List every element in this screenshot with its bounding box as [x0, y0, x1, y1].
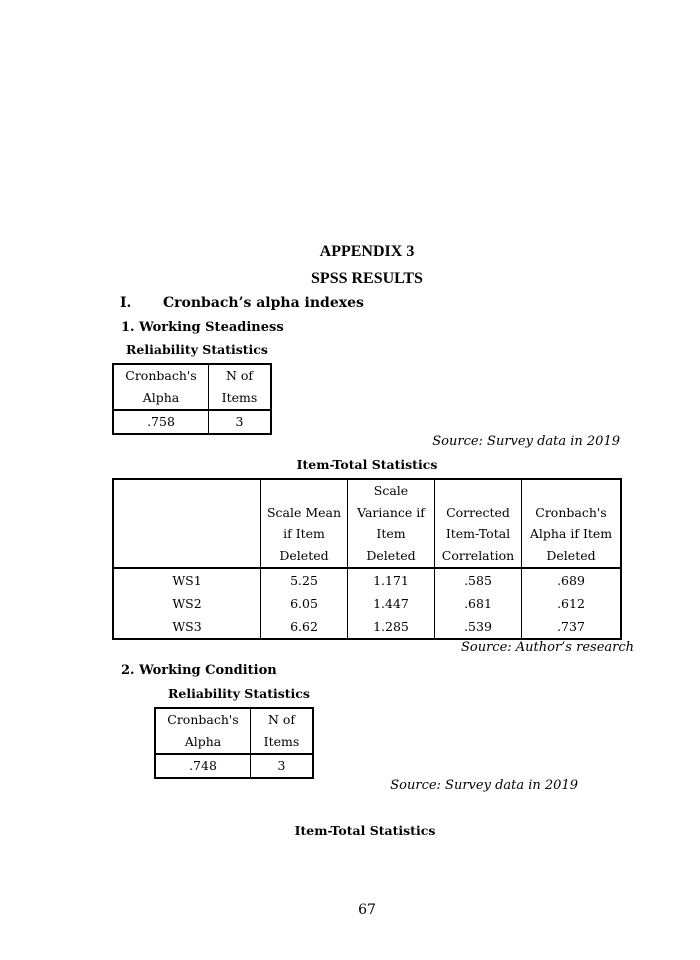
- header-corner: [113, 479, 261, 568]
- header-cell: Corrected: [435, 502, 522, 524]
- header-cell: if Item: [261, 523, 348, 545]
- appendix-subtitle: SPSS RESULTS: [311, 270, 423, 287]
- header-cell: Items: [209, 387, 272, 410]
- scale-variance-cell: 1.285: [348, 615, 435, 639]
- header-cell: Item: [348, 523, 435, 545]
- reliability-caption: Reliability Statistics: [126, 342, 268, 357]
- header-cell: [522, 479, 622, 502]
- header-cell: Item-Total: [435, 523, 522, 545]
- row-label: WS1: [113, 568, 261, 592]
- reliability-caption: Reliability Statistics: [168, 686, 310, 701]
- table-row: [113, 592, 621, 615]
- header-cell: Deleted: [522, 545, 622, 568]
- alpha-if-deleted-cell: .612: [522, 592, 622, 615]
- section-number: I.: [120, 295, 132, 311]
- header-cell: Cronbach's: [522, 502, 622, 524]
- row-label: WS2: [172, 595, 202, 611]
- header-cell: Items: [251, 731, 314, 754]
- scale-variance-cell: 1.447: [348, 592, 435, 615]
- alpha-value: .748: [155, 754, 251, 778]
- n-items-value: 3: [251, 754, 314, 778]
- table-row: [113, 568, 621, 592]
- reliability-table: [112, 363, 272, 435]
- header-cell: Alpha: [142, 390, 180, 405]
- header-cell: N of: [251, 708, 314, 731]
- subsection-heading-working-condition: 2. Working Condition: [121, 663, 277, 678]
- header-cell: Variance if: [348, 502, 435, 524]
- scale-mean-cell: 6.05: [261, 592, 348, 615]
- alpha-if-deleted-cell: .737: [522, 615, 622, 639]
- section-title: Cronbach’s alpha indexes: [163, 295, 364, 311]
- subsection-heading-working-steadiness: 1. Working Steadiness: [121, 320, 284, 335]
- scale-variance-cell: 1.171: [348, 568, 435, 592]
- item-total-caption: Item-Total Statistics: [296, 457, 438, 472]
- header-cell: [435, 479, 522, 502]
- page-number: 67: [358, 902, 376, 918]
- item-total-table: [112, 478, 622, 640]
- alpha-if-deleted-cell: .689: [522, 568, 622, 592]
- header-cell: N of: [209, 364, 272, 387]
- header-cell: Cronbach's: [167, 712, 239, 727]
- table-row: [113, 615, 621, 639]
- header-cell: [261, 479, 348, 502]
- reliability-table: [154, 707, 314, 779]
- source-note: Source: Survey data in 2019: [390, 778, 578, 793]
- corrected-correlation-cell: .539: [435, 615, 522, 639]
- header-cell: Alpha if Item: [522, 523, 622, 545]
- header-cell: Alpha: [184, 734, 222, 749]
- item-total-caption: Item-Total Statistics: [294, 823, 436, 838]
- header-cell: Scale: [348, 479, 435, 502]
- scale-mean-cell: 5.25: [261, 568, 348, 592]
- scale-mean-cell: 6.62: [261, 615, 348, 639]
- row-label: WS3: [172, 618, 202, 634]
- header-cell: Scale Mean: [261, 502, 348, 524]
- header-cell: Cronbach's: [125, 368, 197, 383]
- appendix-title: APPENDIX 3: [319, 243, 415, 260]
- n-items-value: 3: [209, 410, 272, 434]
- source-note: Source: Author’s research: [460, 640, 634, 655]
- header-cell: Deleted: [348, 545, 435, 568]
- alpha-value: .758: [113, 410, 209, 434]
- header-cell: Correlation: [435, 545, 522, 568]
- source-note: Source: Survey data in 2019: [432, 434, 620, 449]
- corrected-correlation-cell: .585: [435, 568, 522, 592]
- corrected-correlation-cell: .681: [435, 592, 522, 615]
- header-cell: Deleted: [261, 545, 348, 568]
